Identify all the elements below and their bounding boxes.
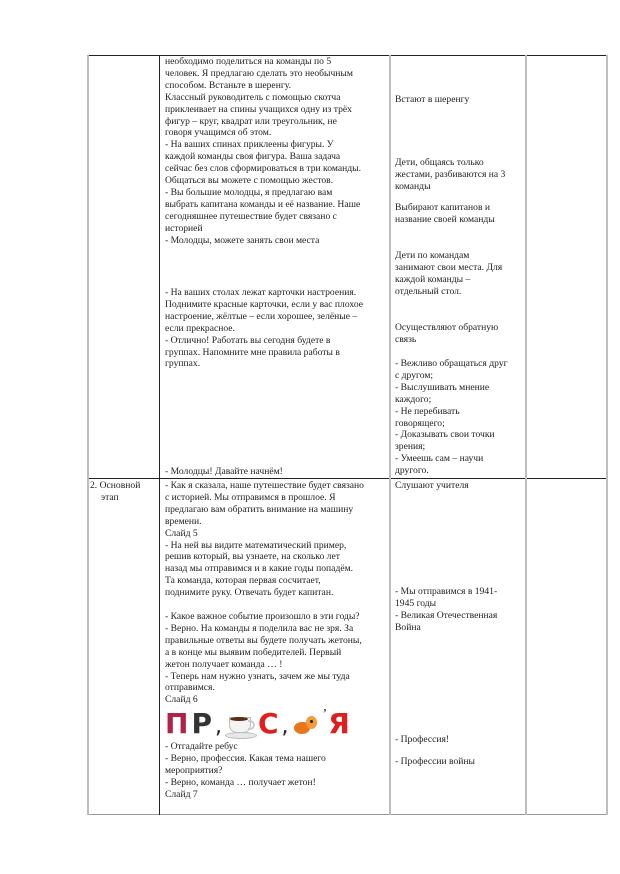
text-line: - Какое важное событие произошло в эти годы? xyxy=(165,610,360,622)
text-line: Встают в шеренгу xyxy=(395,94,470,105)
text-line: Поднимите красные карточки, если у вас плохое xyxy=(165,298,364,310)
text-line: зрения; xyxy=(395,441,426,453)
row1-teacher-text-2 xyxy=(165,287,390,370)
text-line: сейчас без слов сформироваться в три команды. xyxy=(165,163,361,175)
text-line: - Мы отправимся в 1941- xyxy=(395,586,498,597)
text-line: сегодняшнее путешествие будет связано с xyxy=(165,210,337,222)
text-line: Слушают учителя xyxy=(395,480,469,491)
text-line: Дети, общаясь только xyxy=(395,157,484,168)
text-line: с историей. Мы отправимся в прошлое. Я xyxy=(165,491,336,503)
row2-teacher-text xyxy=(165,480,390,706)
text-line: - Как я сказала, наше путешествие будет связано xyxy=(165,480,364,491)
text-line: - Не перебивать xyxy=(395,405,460,417)
row1-teacher-cell xyxy=(165,56,390,247)
text-line: 1945 годы xyxy=(395,597,437,609)
stage-name-line: этап xyxy=(101,491,119,503)
text-line: - На ваших столах лежат карточки настроения. xyxy=(165,287,357,298)
text-line: жестами, разбиваются на 3 xyxy=(395,168,506,180)
stage-name-line: Основной xyxy=(99,480,141,491)
text-line: Война xyxy=(395,621,421,633)
text-line: времени. xyxy=(165,515,202,527)
stage-number: 2. xyxy=(90,480,98,491)
rebus-letter: С xyxy=(257,707,279,741)
text-line: - Вежливо обращаться друг xyxy=(395,358,508,369)
text-line: - Профессия! xyxy=(395,734,450,745)
rebus-letter: Р xyxy=(191,707,212,741)
text-line: другого. xyxy=(395,465,429,477)
text-line: занимают свои места. Для xyxy=(395,261,503,273)
row1-teacher-text-3 xyxy=(165,466,390,478)
text-line: необходимо поделиться на команды по 5 xyxy=(165,56,332,67)
text-line: а в конце мы выявим победителей. Первый xyxy=(165,646,342,658)
text-line: - Умеешь сам – научи xyxy=(395,453,484,465)
text-line: поднимите руку. Отвечать будет капитан. xyxy=(165,587,334,599)
col-border-right xyxy=(606,55,608,815)
row1-student-2 xyxy=(395,157,525,193)
row2-student-1 xyxy=(395,480,525,492)
row2-student-3 xyxy=(395,734,525,746)
rebus-letter: Я xyxy=(328,707,350,741)
rebus-apostrophe: ’ xyxy=(322,707,328,723)
text-line: Осуществляют обратную xyxy=(395,322,499,333)
text-line: - Верно, профессия. Какая тема нашего xyxy=(165,753,326,765)
text-line: каждого; xyxy=(395,393,432,405)
text-line: - Молодцы, можете занять свои места xyxy=(165,234,320,246)
row2-student-2 xyxy=(395,586,525,634)
row2-teacher-cell xyxy=(165,480,390,801)
row2-student-4 xyxy=(395,756,525,768)
text-line: - На ваших спинах приклеены фигуры. У xyxy=(165,139,334,151)
text-line: Слайд 6 xyxy=(165,694,198,706)
text-line: Классный руководитель с помощью скотча xyxy=(165,91,341,103)
text-line: - Верно. На команды я поделила вас не зря. За xyxy=(165,622,354,634)
text-line: жетон получает команда … ! xyxy=(165,658,283,670)
text-line: Общаться вы можете с помощью жестов. xyxy=(165,175,334,187)
text-line: отправимся. xyxy=(165,682,215,694)
row-divider xyxy=(87,478,608,479)
text-line: назад мы отправимся и в какие годы попадём. xyxy=(165,563,354,575)
text-line: говоря учащимся об этом. xyxy=(165,127,272,139)
text-line: каждой команды своя фигура. Ваша задача xyxy=(165,151,341,163)
text-line: выбрать капитана команды и её название. Наше xyxy=(165,198,361,210)
row2-teacher-text-3 xyxy=(165,741,390,801)
text-line: говорящего; xyxy=(395,417,445,429)
row2-stage-cell xyxy=(90,480,158,504)
col-border-1 xyxy=(159,55,160,815)
text-line: - Верно, команда … получает жетон! xyxy=(165,776,316,788)
text-line: приклеивает на спины учащихся одну из трёх xyxy=(165,103,352,115)
row1-student-1 xyxy=(395,94,525,106)
fox-icon xyxy=(292,714,320,738)
text-line: - Теперь нам нужно узнать, зачем же мы туда xyxy=(165,670,350,682)
rebus-comma: , xyxy=(214,714,222,740)
row1-student-3 xyxy=(395,202,525,226)
col-border-left xyxy=(87,55,89,815)
text-line: мероприятия? xyxy=(165,765,223,777)
row1-teacher-text xyxy=(165,56,390,247)
table-bottom-border xyxy=(87,814,608,815)
text-line: отдельный стол. xyxy=(395,285,462,297)
row1-student-5 xyxy=(395,322,525,346)
text-line: группах. Напомните мне правила работы в xyxy=(165,346,340,358)
stage-title xyxy=(90,480,158,492)
text-line: название своей команды xyxy=(395,213,495,225)
text-line: - Отгадайте ребус xyxy=(165,741,238,753)
text-line: предлагаю вам обратить внимание на машину xyxy=(165,503,354,515)
text-line: Та команда, которая первая сосчитает, xyxy=(165,575,321,587)
text-line: - На ней вы видите математический пример, xyxy=(165,539,347,551)
text-line: решив который, вы узнаете, на сколько лет xyxy=(165,551,340,563)
text-line: способом. Встаньте в шеренгу. xyxy=(165,79,291,91)
text-line: если прекрасное. xyxy=(165,322,235,334)
text-line: - Доказывать свои точки xyxy=(395,429,495,441)
text-line: - Выслушивать мнение xyxy=(395,381,490,393)
text-line: команды xyxy=(395,180,431,192)
row1-student-6-rules xyxy=(395,358,525,477)
text-line: каждой команды – xyxy=(395,273,471,285)
rebus-image xyxy=(165,707,390,741)
text-line: с другом; xyxy=(395,369,434,381)
text-line: человек. Я предлагаю сделать это необычным xyxy=(165,67,353,79)
rebus-comma: , xyxy=(281,714,289,740)
text-line: фигур – круг, квадрат или треугольник, не xyxy=(165,115,337,127)
text-line: связь xyxy=(395,333,417,345)
text-line: - Профессии войны xyxy=(395,756,475,767)
text-line: - Молодцы! Давайте начнём! xyxy=(165,466,283,477)
text-line: историей xyxy=(165,222,203,234)
text-line: настроение, жёлтые – если хорошее, зелёные – xyxy=(165,310,358,322)
row1-student-4 xyxy=(395,250,525,298)
rebus-letter: П xyxy=(165,707,189,741)
text-line: Выбирают капитанов и xyxy=(395,202,491,213)
text-line: Слайд 7 xyxy=(165,788,198,800)
text-line: - Вы большие молодцы, я предлагаю вам xyxy=(165,186,333,198)
text-line: - Великая Отечественная xyxy=(395,609,498,621)
coffee-cup-icon xyxy=(225,714,255,738)
text-line: Дети по командам xyxy=(395,250,470,261)
text-line: Слайд 5 xyxy=(165,527,198,539)
text-line: группах. xyxy=(165,358,201,370)
text-line: правильные ответы вы будете получать жетоны, xyxy=(165,634,362,646)
lesson-plan-table xyxy=(87,55,608,815)
text-line: - Отлично! Работать вы сегодня будете в xyxy=(165,334,331,346)
col-border-3 xyxy=(525,55,527,815)
